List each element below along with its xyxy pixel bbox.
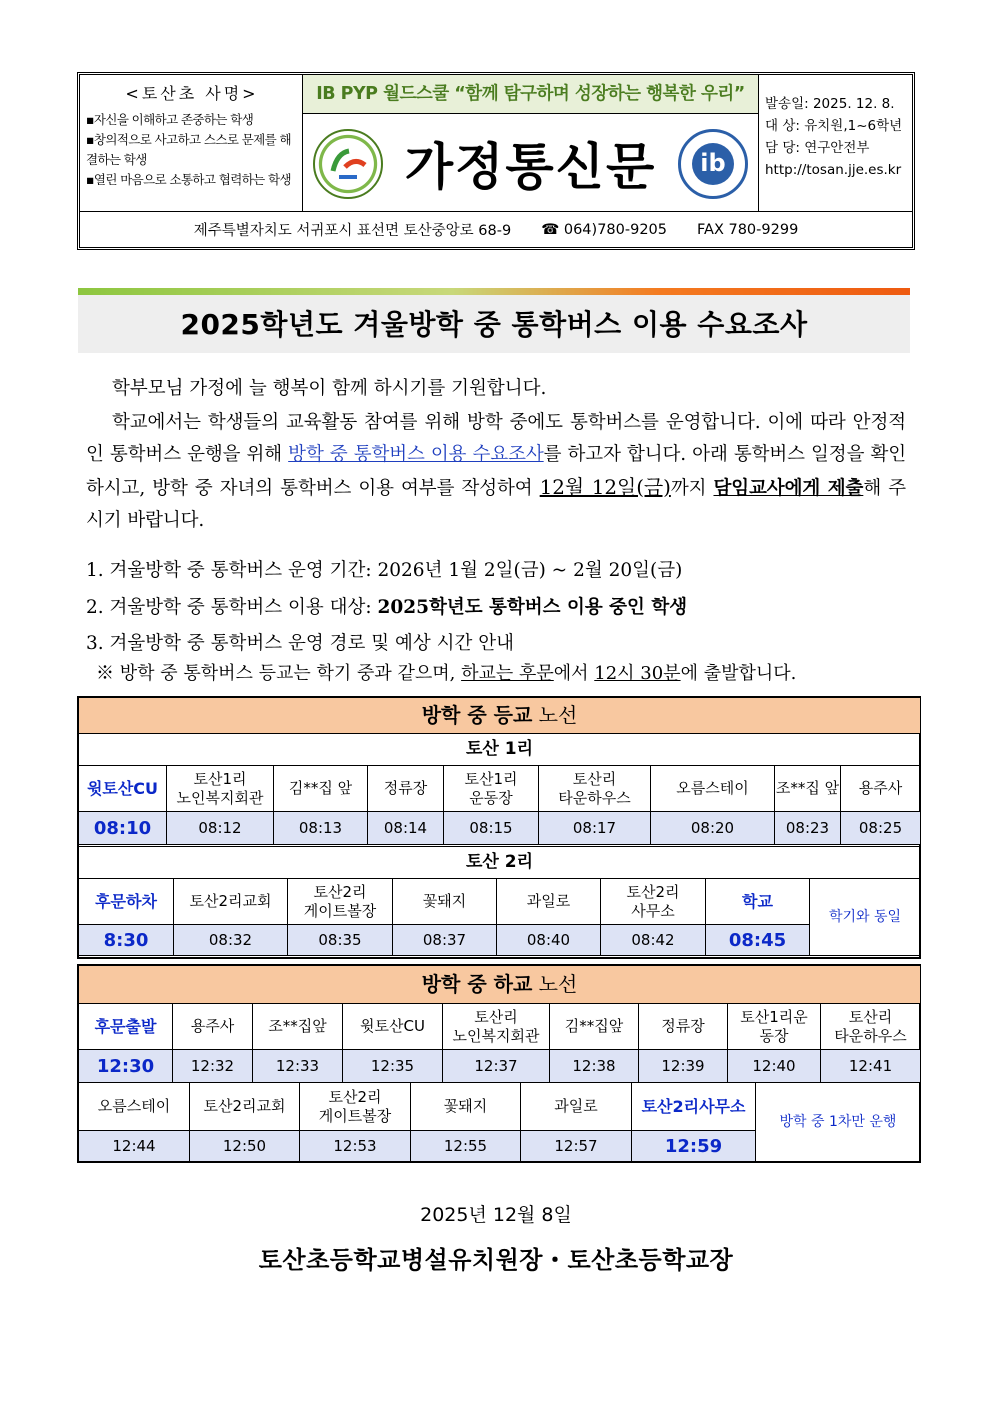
bus-stop-name: 토산2리교회 — [190, 1083, 300, 1131]
bus-stop-name: 토산2리 게이트볼장 — [288, 879, 393, 925]
bus-stop-time: 12:32 — [173, 1050, 253, 1083]
bus-stop-name: 과일로 — [521, 1083, 632, 1131]
deadline: 12월 12일(금) — [539, 475, 671, 499]
bus-stop-time: 08:42 — [601, 925, 706, 956]
list-label: 1. 겨울방학 중 통학버스 운영 기간: — [86, 560, 378, 581]
bus-stop-time: 12:30 — [79, 1050, 173, 1083]
intro-text: 학교에서는 학생들의 교육활동 참여를 위해 방학 중에도 통학버스를 운영합니다. 이에 따라 안정적인 통학버스 운행을 위해 — [86, 412, 906, 465]
afternoon-title-text: 노선 — [532, 972, 578, 996]
motto-title: <토산초 사명> — [125, 84, 259, 103]
list-label: 2. 겨울방학 중 통학버스 이용 대상: — [86, 597, 378, 618]
bus-stop-time: 08:12 — [167, 812, 274, 845]
bus-stop-name: 김**집 앞 — [274, 766, 368, 812]
bus-stop-name: 용주사 — [841, 766, 921, 812]
bus-stop-name: 토산2리 사무소 — [601, 879, 706, 925]
issue-date: 발송일: 2025. 12. 8. — [765, 96, 895, 112]
bus-stop-name: 정류장 — [368, 766, 444, 812]
bus-stop-time: 08:14 — [368, 812, 444, 845]
intro-text: 해 주시기 바랍니다. — [86, 478, 906, 531]
motto-item: ▪창의적으로 사고하고 스스로 문제를 해결하는 학생 — [86, 132, 291, 167]
bus-stop-time: 12:35 — [343, 1050, 443, 1083]
bus-stop-time: 08:17 — [539, 812, 651, 845]
bus-stop-time: 12:55 — [411, 1131, 521, 1162]
bus-stop-name: 정류장 — [639, 1004, 728, 1050]
bus-stop-time: 12:57 — [521, 1131, 632, 1162]
afternoon-route-table-1 — [78, 965, 921, 1083]
bus-stop-name: 토산2리교회 — [174, 879, 288, 925]
document-title: 2025학년도 겨울방학 중 통학버스 이용 수요조사 — [78, 295, 910, 353]
route2-name: 토산 2리 — [79, 847, 921, 879]
greeting: 학부모님 가정에 늘 행복이 함께 하시기를 기원합니다. — [112, 378, 547, 399]
bus-stop-time: 08:25 — [841, 812, 921, 845]
bus-stop-name: 토산1리 운동장 — [444, 766, 539, 812]
newsletter-title: 가정통신문 — [404, 138, 657, 196]
newsletter-header — [77, 72, 915, 250]
slogan: IB PYP 월드스쿨 “함께 탐구하며 성장하는 행복한 우리” — [303, 75, 758, 114]
bus-stop-time: 08:13 — [274, 812, 368, 845]
list-item-1 — [86, 553, 682, 589]
bus-stop-time: 08:10 — [79, 812, 167, 845]
bus-stop-time: 8:30 — [79, 925, 174, 956]
issue-info — [759, 75, 912, 211]
bus-stop-name: 윗토산CU — [343, 1004, 443, 1050]
morning-title-text: 방학 중 등교 — [421, 703, 533, 727]
bus-stop-name: 조**집 앞 — [775, 766, 841, 812]
title-accent-bar — [78, 288, 910, 295]
bus-stop-name: 토산1리 노인복지회관 — [167, 766, 274, 812]
signer: 토산초등학교병설유치원장・토산초등학교장 — [258, 1246, 734, 1274]
bus-stop-name: 용주사 — [173, 1004, 253, 1050]
bus-stop-time: 08:40 — [497, 925, 601, 956]
intro-text: 까지 — [670, 478, 714, 499]
route1-name: 토산 1리 — [79, 734, 921, 766]
morning-title — [79, 698, 921, 734]
bus-stop-time: 08:37 — [393, 925, 497, 956]
bus-stop-time: 08:15 — [444, 812, 539, 845]
bus-stop-time: 12:38 — [550, 1050, 639, 1083]
note-text: 하교는 후문 — [461, 663, 554, 684]
schedule-note — [96, 656, 796, 692]
bus-stop-name: 토산2리사무소 — [632, 1083, 756, 1131]
bus-stop-time: 12:40 — [728, 1050, 821, 1083]
list-value: 2025학년도 통학버스 이용 중인 학생 — [377, 597, 688, 618]
bus-stop-name: 꽃돼지 — [411, 1083, 521, 1131]
note-text: 12시 30분 — [594, 663, 681, 684]
bus-stop-time: 12:50 — [190, 1131, 300, 1162]
audience: 대 상: 유치원,1~6학년 — [765, 118, 903, 134]
bus-stop-name: 학교 — [706, 879, 810, 925]
intro-text: 를 하고자 합니다. 아래 통학버스 일정을 확인하시고, 방학 중 자녀의 통학버스 이용 여부를 작성하여 — [86, 444, 906, 499]
bus-stop-name: 토산리 타운하우스 — [539, 766, 651, 812]
survey-link-text: 방학 중 통학버스 이용 수요조사 — [288, 444, 544, 465]
morning-route-table-1 — [78, 697, 921, 845]
bus-stop-time: 12:33 — [253, 1050, 343, 1083]
title-box — [303, 75, 759, 211]
submit-to: 담임교사에게 제출 — [713, 478, 864, 499]
morning-route-table-2 — [78, 846, 921, 956]
issue-date-footer: 2025년 12월 8일 — [420, 1204, 572, 1226]
bus-stop-time: 12:44 — [79, 1131, 190, 1162]
bus-stop-time: 12:53 — [300, 1131, 411, 1162]
bus-stop-time: 12:39 — [639, 1050, 728, 1083]
list-item-2 — [86, 590, 687, 626]
note-text: 에 출발합니다. — [680, 663, 797, 684]
afternoon-title — [79, 966, 921, 1004]
note-text: ※ 방학 중 통학버스 등교는 학기 중과 같으며, — [96, 663, 462, 684]
bus-stop-name: 윗토산CU — [79, 766, 167, 812]
bus-stop-time: 08:20 — [651, 812, 775, 845]
motto-item: ▪자신을 이해하고 존중하는 학생 — [86, 112, 254, 127]
department: 담 당: 연구안전부 — [765, 140, 870, 156]
bus-stop-name: 토산2리 게이트볼장 — [300, 1083, 411, 1131]
note-text: 에서 — [553, 663, 595, 684]
list-value: 2026년 1월 2일(금) ~ 2월 20일(금) — [377, 560, 683, 581]
bus-stop-time: 08:23 — [775, 812, 841, 845]
bus-stop-time: 08:45 — [706, 925, 810, 956]
afternoon-route-table-2 — [78, 1082, 921, 1162]
bus-stop-name: 과일로 — [497, 879, 601, 925]
bus-stop-name: 토산1리운 동장 — [728, 1004, 821, 1050]
phone: ☎ 064)780-9205 — [541, 221, 668, 238]
bus-stop-time: 08:32 — [174, 925, 288, 956]
address: 제주특별자치도 서귀포시 표선면 토산중앙로 68-9 — [193, 223, 512, 239]
bus-stop-time: 12:37 — [443, 1050, 550, 1083]
bus-stop-time: 12:41 — [821, 1050, 921, 1083]
bus-stop-name: 후문하차 — [79, 879, 174, 925]
fax: FAX 780-9299 — [697, 221, 799, 238]
bus-stop-name: 조**집앞 — [253, 1004, 343, 1050]
bus-stop-time: 08:35 — [288, 925, 393, 956]
route2-note: 학기와 동일 — [810, 879, 921, 956]
ib-logo — [678, 129, 748, 199]
list-item-3: 3. 겨울방학 중 통학버스 운영 경로 및 예상 시간 안내 — [86, 633, 514, 654]
bus-stop-name: 김**집앞 — [550, 1004, 639, 1050]
bus-stop-name: 토산리 타운하우스 — [821, 1004, 921, 1050]
contact-bar — [80, 211, 912, 247]
bus-stop-name: 오름스테이 — [79, 1083, 190, 1131]
morning-title-text: 노선 — [532, 703, 578, 727]
bus-stop-name: 오름스테이 — [651, 766, 775, 812]
bus-stop-name: 토산리 노인복지회관 — [443, 1004, 550, 1050]
ib-logo-icon: ib — [692, 143, 734, 185]
bus-stop-name: 후문출발 — [79, 1004, 173, 1050]
motto-item: ▪열린 마음으로 소통하고 협력하는 학생 — [86, 172, 291, 187]
bus-stop-name: 꽃돼지 — [393, 879, 497, 925]
bus-stop-time: 12:59 — [632, 1131, 756, 1162]
afternoon-title-text: 방학 중 하교 — [421, 972, 533, 996]
afternoon-note: 방학 중 1차만 운행 — [756, 1083, 921, 1162]
intro-paragraph — [86, 407, 906, 537]
website[interactable]: http://tosan.jje.es.kr — [765, 162, 902, 178]
school-motto-box — [80, 75, 303, 211]
